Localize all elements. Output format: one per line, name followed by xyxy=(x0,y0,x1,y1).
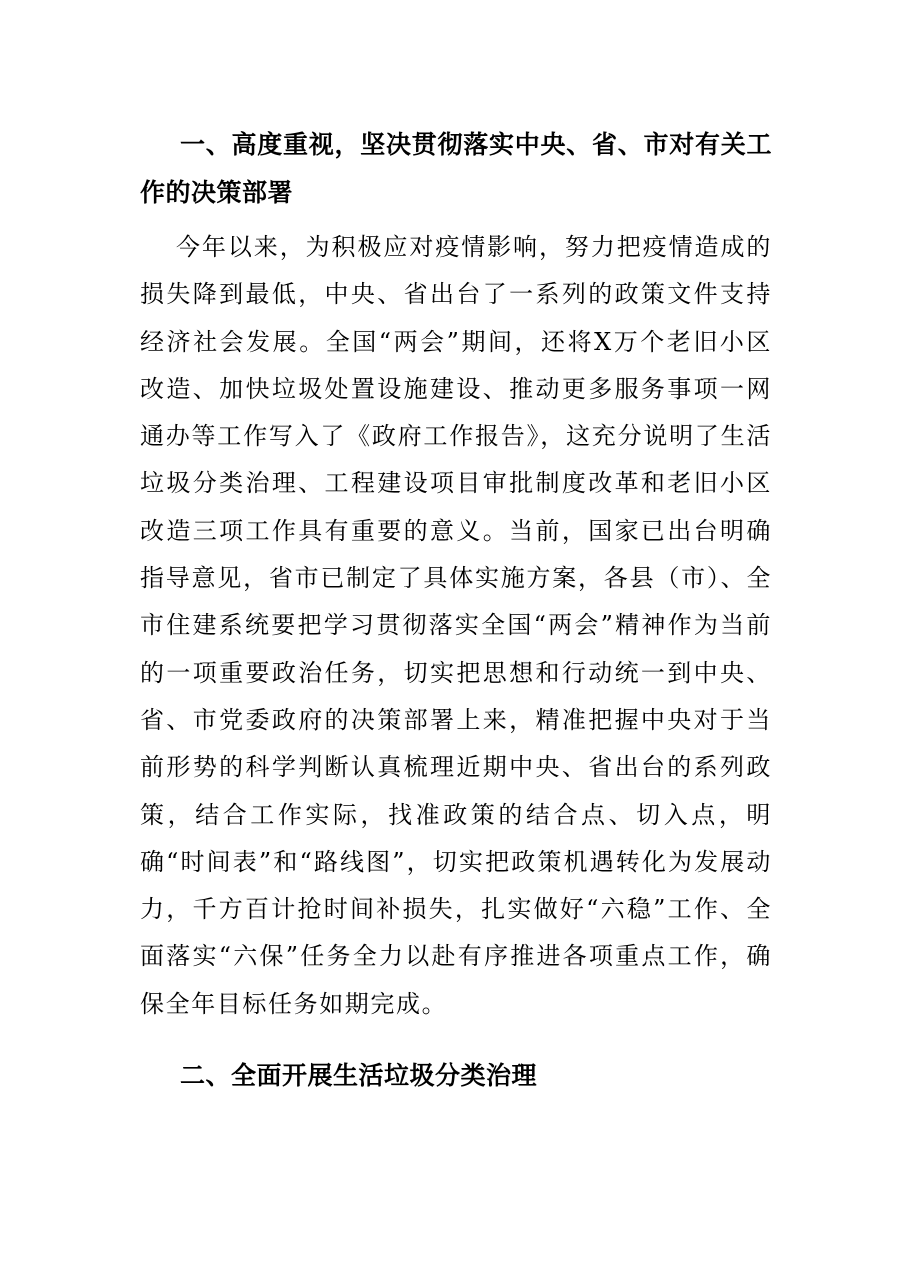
section-heading-2: 二、全面开展生活垃圾分类治理 xyxy=(180,1061,538,1090)
section-heading-1: 一、高度重视，坚决贯彻落实中央、省、市对有关工作的决策部署 xyxy=(140,130,772,207)
section-1-paragraph: 今年以来，为积极应对疫情影响，努力把疫情造成的损失降到最低，中央、省出台了一系列的政策文件支持经济社会发展。全国“两会”期间，还将X万个老旧小区改造、加快垃圾处置设施建设、推动更多服务事项一网通办等工作写入了《政府工作报告》，这充分说明了生活垃圾分类治理、工程建设项目审批制度改革和老旧小区改造三项工作具有重要的意义。当前，国家已出台明确指导意见，省市已制定了具体实施方案，各县（市）、全市住建系统要把学习贯彻落实全国“两会”精神作为当前的一项重要政治任务，切实把思想和行动统一到中央、省、市党委政府的决策部署上来，精准把握中央对于当前形势的科学判断认真梳理近期中央、省出台的系列政策，结合工作实际，找准政策的结合点、切入点，明确“时间表”和“路线图”，切实把政策机遇转化为发展动力，千方百计抢时间补损失，扎实做好“六稳”工作、全面落实“六保”任务全力以赴有序推进各项重点工作，确保全年目标任务如期完成。 xyxy=(140,233,772,1018)
